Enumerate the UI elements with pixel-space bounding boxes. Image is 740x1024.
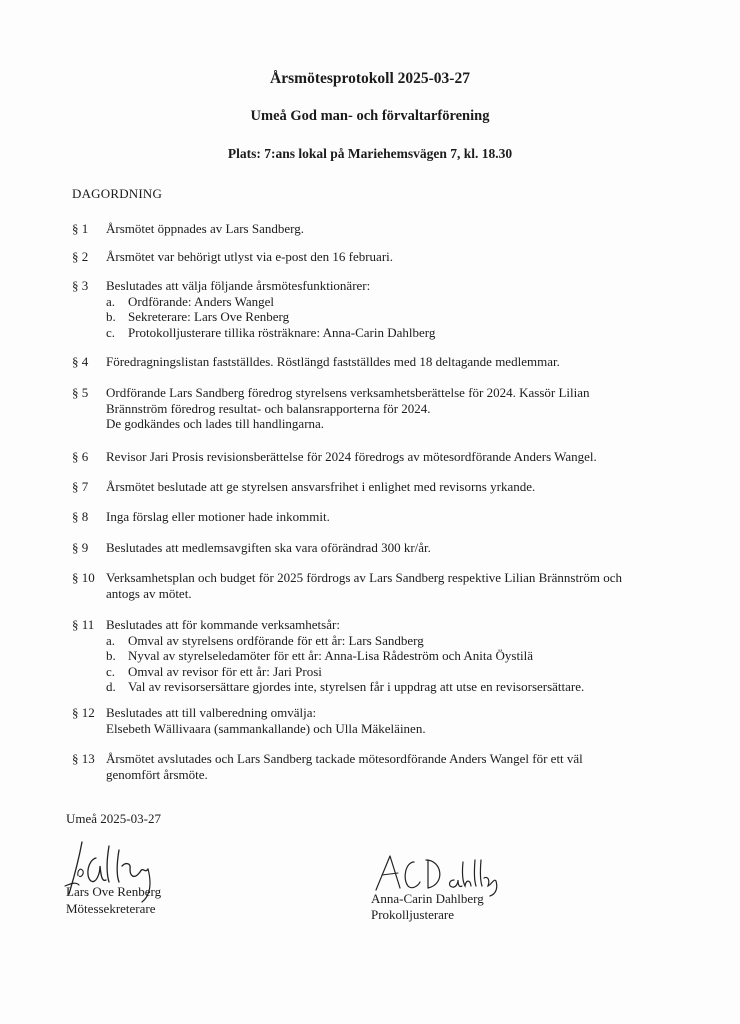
agenda-item-number: § 6 [72, 449, 89, 464]
agenda-item-line: Föredragningslistan fastställdes. Röstlängd fastställdes med 18 deltagande medlemmar. [106, 354, 560, 369]
agenda-subitem [106, 633, 702, 649]
meeting-location: Plats: 7:ans lokal på Mariehemsvägen 7, kl. 18.30 [227, 146, 513, 161]
agenda-subitem-text: Nyval av styrelseledamöter för ett år: Anna-Lisa Rådeström och Anita Öystilä [128, 648, 534, 663]
agenda-item-line: Årsmötet beslutade att ge styrelsen ansvarsfrihet i enlighet med revisorns yrkande. [106, 479, 536, 494]
agenda-heading: DAGORDNING [72, 186, 163, 201]
agenda-item-body [106, 278, 702, 340]
agenda-item-body [106, 751, 702, 782]
signer1-name: Lars Ove Renberg [66, 884, 162, 899]
agenda-item-number: § 5 [72, 385, 89, 400]
agenda-item-body [106, 540, 702, 556]
agenda-item-number: § 3 [72, 278, 89, 293]
agenda-item-line: Revisor Jari Prosis revisionsberättelse för 2024 föredrogs av mötesordförande Anders Wangel. [106, 449, 597, 464]
agenda-item-number: § 10 [72, 570, 95, 585]
agenda-item-line: antogs av mötet. [106, 585, 192, 601]
agenda-item-line: Årsmötet avslutades och Lars Sandberg tackade mötesordförande Anders Wangel för ett väl [106, 751, 583, 766]
agenda-item-line: Elsebeth Wällivaara (sammankallande) och Ulla Mäkeläinen. [106, 720, 426, 736]
agenda-item-line: Inga förslag eller motioner hade inkommit. [106, 509, 330, 524]
agenda-subitem-letter: c. [106, 324, 116, 340]
agenda-item-line: Årsmötet var behörigt utlyst via e-post den 16 februari. [106, 249, 394, 264]
agenda-subitem [106, 679, 702, 695]
agenda-item-body [106, 221, 702, 237]
agenda-subitem-letter: b. [106, 648, 116, 663]
agenda-item-body [106, 509, 702, 525]
agenda-item-line: Brännström föredrog resultat- och balansrapporterna för 2024. [106, 400, 431, 416]
agenda-subitem-text: Val av revisorsersättare gjordes inte, styrelsen får i uppdrag att utse en revisorsersättare. [128, 679, 585, 694]
agenda-subitem-text: Ordförande: Anders Wangel [128, 293, 275, 309]
agenda-subitem-letter: a. [106, 632, 116, 648]
agenda-subitem [106, 309, 702, 325]
agenda-item-number: § 11 [72, 617, 95, 632]
agenda-item-body [106, 385, 702, 432]
agenda-item-number: § 2 [72, 249, 89, 264]
agenda-item-number: § 9 [72, 540, 89, 555]
agenda-item-number: § 8 [72, 509, 89, 524]
agenda-subitem-letter: d. [106, 679, 116, 694]
agenda-item-line: De godkändes och lades till handlingarna. [106, 416, 325, 431]
agenda-item-number: § 7 [72, 479, 89, 494]
agenda-subitem-text: Omval av revisor för ett år: Jari Prosi [128, 663, 322, 679]
agenda-item-line: Beslutades att välja följande årsmötesfunktionärer: [106, 278, 371, 293]
place-date: Umeå 2025-03-27 [66, 811, 161, 826]
agenda-item-body [106, 617, 702, 695]
agenda-subitem-letter: c. [106, 663, 116, 679]
agenda-item-line: Verksamhetsplan och budget för 2025 fördrogs av Lars Sandberg respektive Lilian Brännström och [106, 570, 623, 585]
agenda-subitem-letter: b. [106, 309, 116, 324]
organization-name: Umeå God man- och förvaltarförening [250, 108, 490, 124]
agenda-item-number: § 4 [72, 354, 89, 369]
agenda-item-line: Ordförande Lars Sandberg föredrog styrelsens verksamhetsberättelse för 2024. Kassör Lilian [106, 385, 590, 400]
agenda-item-body [106, 449, 702, 465]
agenda-item-line: Beslutades att till valberedning omvälja: [106, 705, 317, 720]
signer2-name: Anna-Carin Dahlberg [371, 891, 484, 906]
agenda-subitem [106, 664, 702, 680]
agenda-item-body [106, 249, 702, 265]
signer1-role: Mötessekreterare [66, 901, 156, 916]
agenda-subitem-letter: a. [106, 293, 116, 309]
agenda-item-line: Årsmötet öppnades av Lars Sandberg. [106, 221, 304, 236]
agenda-item-body [106, 479, 702, 495]
agenda-item-line: genomfört årsmöte. [106, 766, 208, 782]
agenda-subitem-text: Protokolljusterare tillika rösträknare: Anna-Carin Dahlberg [128, 324, 436, 340]
agenda-item-body [106, 354, 702, 370]
agenda-item-body [106, 705, 702, 736]
document-title: Årsmötesprotokoll 2025-03-27 [270, 70, 470, 87]
agenda-item-number: § 13 [72, 751, 95, 766]
agenda-subitem-text: Sekreterare: Lars Ove Renberg [128, 309, 290, 324]
agenda-item-number: § 12 [72, 705, 95, 720]
agenda-subitem-text: Omval av styrelsens ordförande för ett år: Lars Sandberg [128, 632, 424, 648]
signer2-role: Prokolljusterare [371, 907, 455, 922]
agenda-item-line: Beslutades att för kommande verksamhetsår: [106, 617, 340, 632]
agenda-item-line: Beslutades att medlemsavgiften ska vara oförändrad 300 kr/år. [106, 540, 431, 555]
agenda-item-body [106, 570, 702, 601]
agenda-subitem [106, 648, 702, 664]
agenda-item-number: § 1 [72, 221, 89, 236]
agenda-subitem [106, 325, 702, 341]
agenda-subitem [106, 294, 702, 310]
